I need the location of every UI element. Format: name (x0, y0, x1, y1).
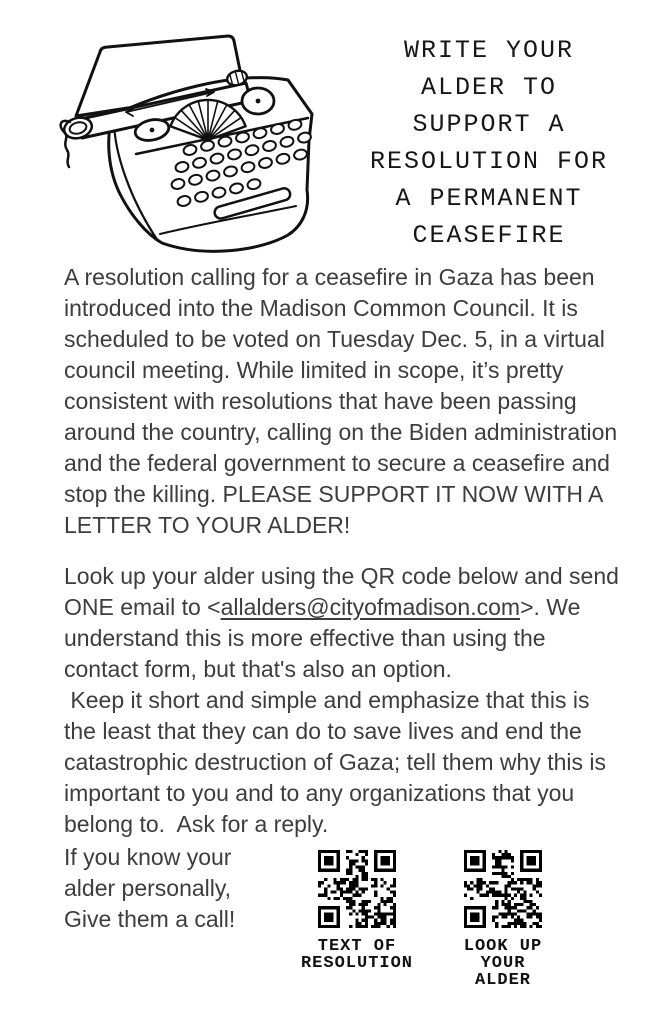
qr-label-line: LOOK UP (463, 937, 543, 956)
typewriter-drawing (56, 20, 338, 262)
qr-label-look-up-your-alder (447, 938, 559, 989)
call-note-line: alder personally, (64, 875, 232, 901)
paragraph-resolution-info: A resolution calling for a ceasefire in Gaza has been introduced into the Madison Common Council. It is scheduled to be voted on Tuesday Dec. 5, in a virtual council meeting. While limited in scope, it’s pretty consistent with resolutions that have been passing around the country, calling on the Biden administration and the federal government to secure a ceasefire and stop the killing. PLEASE SUPPORT IT NOW WITH A LETTER TO YOUR ALDER! (64, 264, 624, 538)
qr-block-text-of-resolution (301, 842, 413, 972)
call-your-alder-note (64, 842, 256, 935)
call-note-line: If you know your (64, 844, 232, 870)
qr-label-line: RESOLUTION (300, 954, 414, 973)
footer-row (64, 842, 559, 989)
qr-label-line: YOUR ALDER (474, 954, 531, 990)
headline-line: RESOLUTION FOR (369, 147, 609, 176)
headline-line: SUPPORT A (412, 110, 566, 139)
lookup-text-before: Look up your alder using the QR code below and send ONE email to < (64, 563, 626, 620)
headline-line: ALDER TO (420, 73, 558, 102)
body-copy (64, 262, 624, 840)
qr-label-text-of-resolution (301, 938, 413, 972)
lookup-text-after: >. We understand this is more effective than using the contact form, but that's also an option. (64, 594, 587, 682)
email-link[interactable]: allalders@cityofmadison.com (220, 594, 521, 620)
headline-line: WRITE YOUR (403, 36, 575, 65)
qr-code-text-of-resolution (318, 850, 396, 928)
qr-label-line: TEXT OF (317, 937, 397, 956)
headline-line: CEASEFIRE (412, 221, 566, 250)
qr-code-look-up-your-alder (464, 850, 542, 928)
typewriter-illustration (56, 20, 338, 262)
headline-line: A PERMANENT (395, 184, 583, 213)
paragraph-lookup-instructions (64, 561, 624, 685)
call-note-line: Give them a call! (64, 906, 236, 932)
qr-block-look-up-your-alder (447, 842, 559, 989)
paragraph-keep-it-short: Keep it short and simple and emphasize that this is the least that they can do to save lives and end the catastrophic destruction of Gaza; tell them why this is important to you and to any organizations that you belong to. Ask for a reply. (64, 687, 613, 837)
headline (338, 32, 640, 254)
